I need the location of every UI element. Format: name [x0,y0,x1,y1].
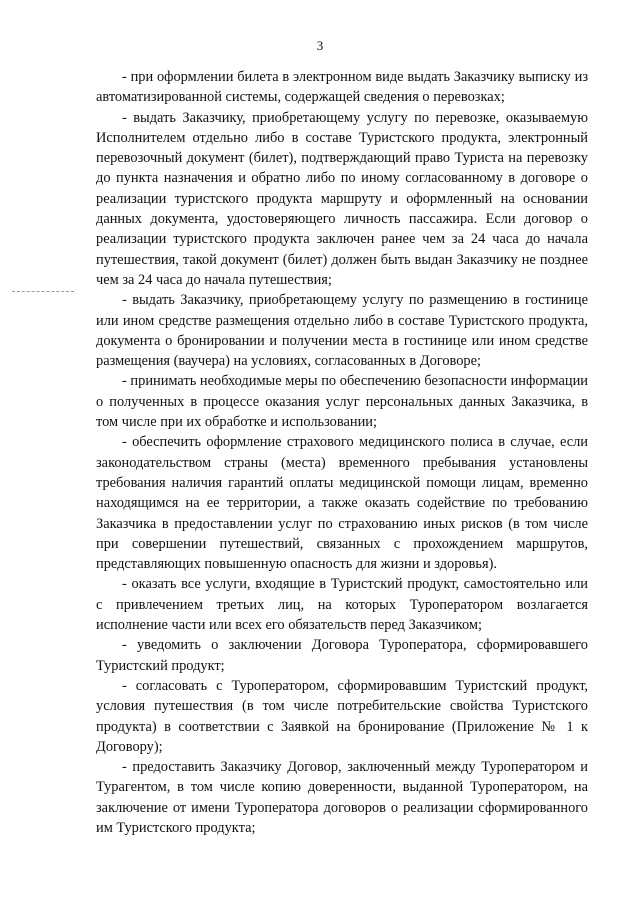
paragraph: - принимать необходимые меры по обеспечению безопасности информации о полученных в процессе оказания услуг персональных данных Заказчика, в том числе при их обработке и использовании; [96,373,588,431]
paragraph: - выдать Заказчику, приобретающему услугу по перевозке, оказываемую Исполнителем отдельно либо в составе Туристского продукта, электронный перевозочный документ (билет), подтверждающий право Туриста на перевозку до пункта назначения и обратно либо по иному согласованному в договоре о реализации туристского продукта маршруту и оформленный на основании данных документа, удостоверяющего личность пассажира. Если договор о реализации туристского продукта заключен ранее чем за 24 часа до начала путешествия, такой документ (билет) должен быть выдан Заказчику не позднее чем за 24 часа до начала путешествия; [96,109,588,288]
body-text [96,67,588,838]
paragraph: - при оформлении билета в электронном виде выдать Заказчику выписку из автоматизированной системы, содержащей сведения о перевозках; [96,69,588,106]
paragraph: - выдать Заказчику, приобретающему услугу по размещению в гостинице или ином средстве размещения отдельно либо в составе Туристского продукта, документа о бронировании и получении места в гостинице или ином средстве размещения (ваучера) на условиях, согласованных в Договоре; [96,292,588,370]
paragraph: - предоставить Заказчику Договор, заключенный между Туроператором и Турагентом, в том числе копию доверенности, выданной Туроператором, на заключение от имени Туроператора договоров о реализации сформированного им Туристского продукта; [96,759,588,836]
paragraph: - оказать все услуги, входящие в Туристский продукт, самостоятельно или с привлечением третьих лиц, на которых Туроператором возлагается исполнение части или всех его обязательств перед Заказчиком; [96,576,588,634]
margin-mark [12,291,74,292]
page-number: 3 [316,38,324,53]
paragraph: - согласовать с Туроператором, сформировавшим Туристский продукт, условия путешествия (в том числе потребительские свойства Туристского продукта) в соответствии с Заявкой на бронирование (Приложение № 1 к Договору); [96,677,588,755]
paragraph: - обеспечить оформление страхового медицинского полиса в случае, если законодательством страны (места) временного пребывания установлены требования наличия гарантий оплаты медицинской помощи лицам, временно находящимся на ее территории, а также оказать содействие по требованию Заказчика в предоставлении услуг по страхованию иных рисков (в том числе при совершении путешествий, связанных с прохождением маршрутов, представляющих повышенную опасность для жизни и здоровья). [96,434,588,573]
paragraph: - уведомить о заключении Договора Туроператора, сформировавшего Туристский продукт; [96,637,588,674]
